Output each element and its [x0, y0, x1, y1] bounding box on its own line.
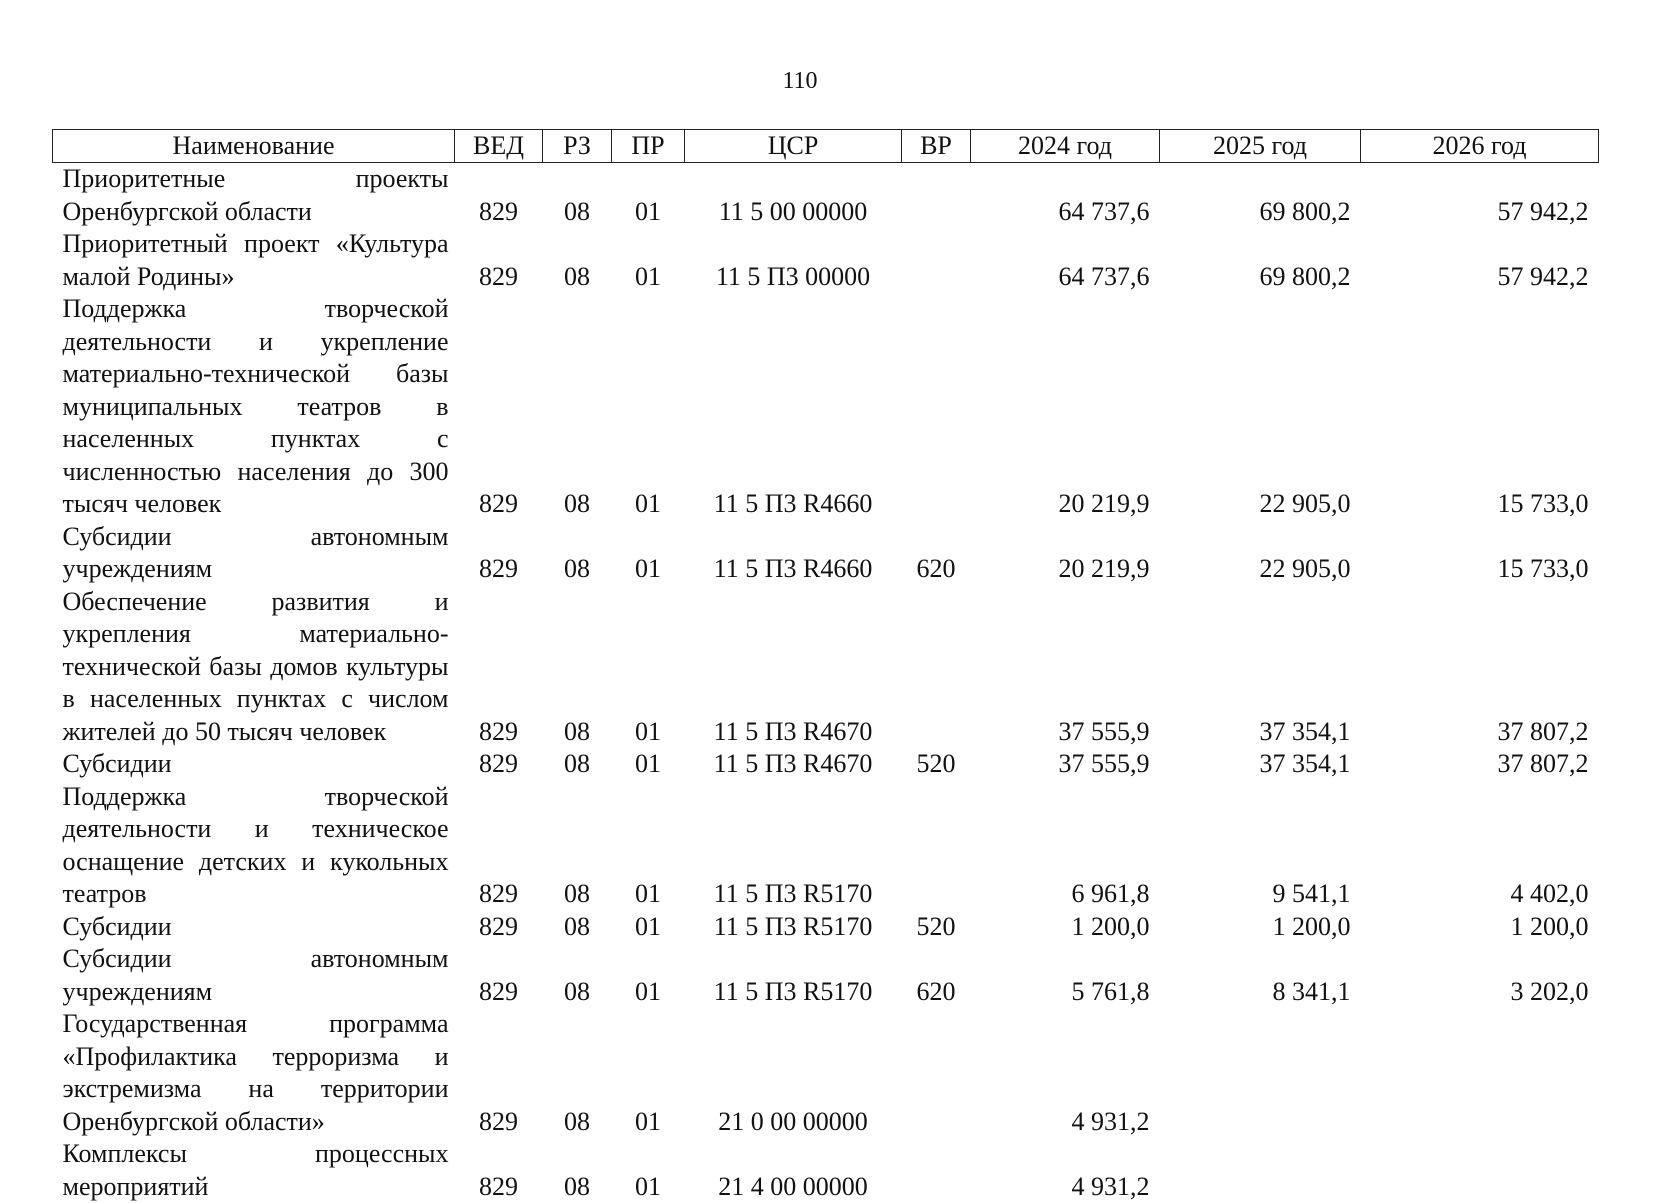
- cell-pr: 01: [612, 1008, 685, 1138]
- cell-ved: 829: [455, 586, 543, 749]
- cell-ved: 829: [455, 1008, 543, 1138]
- cell-pr: 01: [612, 163, 685, 229]
- cell-rz: 08: [543, 586, 612, 749]
- header-2026: 2026 год: [1361, 130, 1599, 163]
- cell-y2024: 4 931,2: [971, 1138, 1160, 1203]
- budget-table: [52, 129, 1599, 1203]
- cell-y2024: 5 761,8: [971, 943, 1160, 1008]
- cell-y2026: [1361, 1008, 1599, 1138]
- cell-vr: 620: [902, 521, 971, 586]
- cell-csr: 11 5 П3 R4660: [685, 293, 902, 521]
- cell-y2024: 37 555,9: [971, 748, 1160, 781]
- cell-y2025: 69 800,2: [1160, 163, 1361, 229]
- cell-ved: 829: [455, 781, 543, 911]
- header-2024: 2024 год: [971, 130, 1160, 163]
- cell-y2026: 37 807,2: [1361, 586, 1599, 749]
- table-row: [53, 1008, 1599, 1138]
- cell-y2024: 64 737,6: [971, 163, 1160, 229]
- cell-vr: 520: [902, 748, 971, 781]
- cell-csr: 11 5 00 00000: [685, 163, 902, 229]
- cell-vr: 620: [902, 943, 971, 1008]
- cell-rz: 08: [543, 521, 612, 586]
- cell-y2024: 4 931,2: [971, 1008, 1160, 1138]
- table-row: [53, 911, 1599, 944]
- cell-y2026: 15 733,0: [1361, 293, 1599, 521]
- table-row: [53, 586, 1599, 749]
- header-name: Наименование: [53, 130, 455, 163]
- cell-y2024: 37 555,9: [971, 586, 1160, 749]
- table-row: [53, 228, 1599, 293]
- table-body: [53, 163, 1599, 1203]
- cell-vr: [902, 293, 971, 521]
- cell-y2025: 8 341,1: [1160, 943, 1361, 1008]
- cell-y2026: 1 200,0: [1361, 911, 1599, 944]
- cell-name: Субсидии: [53, 748, 455, 781]
- cell-name: Субсидии автономным учреждениям: [53, 943, 455, 1008]
- cell-name: Субсидии: [53, 911, 455, 944]
- cell-csr: 11 5 П3 00000: [685, 228, 902, 293]
- cell-pr: 01: [612, 228, 685, 293]
- page-number: 110: [0, 68, 1600, 95]
- table-row: [53, 1138, 1599, 1203]
- header-ved: ВЕД: [455, 130, 543, 163]
- cell-y2025: 37 354,1: [1160, 748, 1361, 781]
- cell-csr: 11 5 П3 R5170: [685, 943, 902, 1008]
- cell-pr: 01: [612, 1138, 685, 1203]
- cell-y2026: [1361, 1138, 1599, 1203]
- cell-y2025: 9 541,1: [1160, 781, 1361, 911]
- cell-pr: 01: [612, 748, 685, 781]
- table-row: [53, 293, 1599, 521]
- cell-vr: [902, 781, 971, 911]
- header-vr: ВР: [902, 130, 971, 163]
- cell-y2025: 22 905,0: [1160, 293, 1361, 521]
- cell-pr: 01: [612, 943, 685, 1008]
- cell-y2025: [1160, 1138, 1361, 1203]
- cell-csr: 11 5 П3 R5170: [685, 781, 902, 911]
- cell-ved: 829: [455, 228, 543, 293]
- cell-ved: 829: [455, 1138, 543, 1203]
- cell-vr: 520: [902, 911, 971, 944]
- cell-vr: [902, 163, 971, 229]
- cell-csr: 11 5 П3 R4670: [685, 586, 902, 749]
- cell-rz: 08: [543, 911, 612, 944]
- cell-y2025: 37 354,1: [1160, 586, 1361, 749]
- cell-ved: 829: [455, 293, 543, 521]
- cell-ved: 829: [455, 911, 543, 944]
- cell-y2026: 57 942,2: [1361, 163, 1599, 229]
- cell-name: Комплексы процессных мероприятий: [53, 1138, 455, 1203]
- cell-ved: 829: [455, 943, 543, 1008]
- cell-y2024: 20 219,9: [971, 293, 1160, 521]
- cell-pr: 01: [612, 911, 685, 944]
- cell-csr: 11 5 П3 R4660: [685, 521, 902, 586]
- cell-y2024: 6 961,8: [971, 781, 1160, 911]
- cell-ved: 829: [455, 748, 543, 781]
- cell-y2026: 57 942,2: [1361, 228, 1599, 293]
- cell-pr: 01: [612, 293, 685, 521]
- cell-rz: 08: [543, 1008, 612, 1138]
- cell-vr: [902, 1138, 971, 1203]
- cell-csr: 11 5 П3 R5170: [685, 911, 902, 944]
- cell-pr: 01: [612, 781, 685, 911]
- cell-vr: [902, 586, 971, 749]
- cell-vr: [902, 1008, 971, 1138]
- cell-y2025: 22 905,0: [1160, 521, 1361, 586]
- cell-y2026: 4 402,0: [1361, 781, 1599, 911]
- cell-y2024: 64 737,6: [971, 228, 1160, 293]
- table-row: [53, 163, 1599, 229]
- cell-y2026: 3 202,0: [1361, 943, 1599, 1008]
- header-rz: РЗ: [543, 130, 612, 163]
- cell-rz: 08: [543, 748, 612, 781]
- cell-rz: 08: [543, 1138, 612, 1203]
- cell-name: Поддержка творческой деятельности и техническое оснащение детских и кукольных театров: [53, 781, 455, 911]
- table-header-row: [53, 130, 1599, 163]
- header-csr: ЦСР: [685, 130, 902, 163]
- table-row: [53, 521, 1599, 586]
- cell-name: Государственная программа «Профилактика терроризма и экстремизма на территории Оренбургской области»: [53, 1008, 455, 1138]
- table-row: [53, 943, 1599, 1008]
- cell-rz: 08: [543, 163, 612, 229]
- cell-name: Поддержка творческой деятельности и укрепление материально-технической базы муниципальных театров в населенных пунктах с численностью населения до 300 тысяч человек: [53, 293, 455, 521]
- cell-pr: 01: [612, 586, 685, 749]
- cell-y2025: [1160, 1008, 1361, 1138]
- table-row: [53, 748, 1599, 781]
- cell-ved: 829: [455, 521, 543, 586]
- cell-y2026: 15 733,0: [1361, 521, 1599, 586]
- cell-rz: 08: [543, 781, 612, 911]
- header-pr: ПР: [612, 130, 685, 163]
- cell-y2024: 1 200,0: [971, 911, 1160, 944]
- cell-pr: 01: [612, 521, 685, 586]
- cell-name: Субсидии автономным учреждениям: [53, 521, 455, 586]
- cell-name: Приоритетные проекты Оренбургской области: [53, 163, 455, 229]
- cell-csr: 21 0 00 00000: [685, 1008, 902, 1138]
- cell-y2024: 20 219,9: [971, 521, 1160, 586]
- cell-csr: 21 4 00 00000: [685, 1138, 902, 1203]
- cell-y2025: 1 200,0: [1160, 911, 1361, 944]
- cell-name: Приоритетный проект «Культура малой Родины»: [53, 228, 455, 293]
- table-row: [53, 781, 1599, 911]
- cell-ved: 829: [455, 163, 543, 229]
- header-2025: 2025 год: [1160, 130, 1361, 163]
- cell-rz: 08: [543, 943, 612, 1008]
- cell-rz: 08: [543, 293, 612, 521]
- cell-csr: 11 5 П3 R4670: [685, 748, 902, 781]
- cell-y2025: 69 800,2: [1160, 228, 1361, 293]
- cell-name: Обеспечение развития и укрепления материально-технической базы домов культуры в населенных пунктах с числом жителей до 50 тысяч человек: [53, 586, 455, 749]
- cell-rz: 08: [543, 228, 612, 293]
- cell-vr: [902, 228, 971, 293]
- cell-y2026: 37 807,2: [1361, 748, 1599, 781]
